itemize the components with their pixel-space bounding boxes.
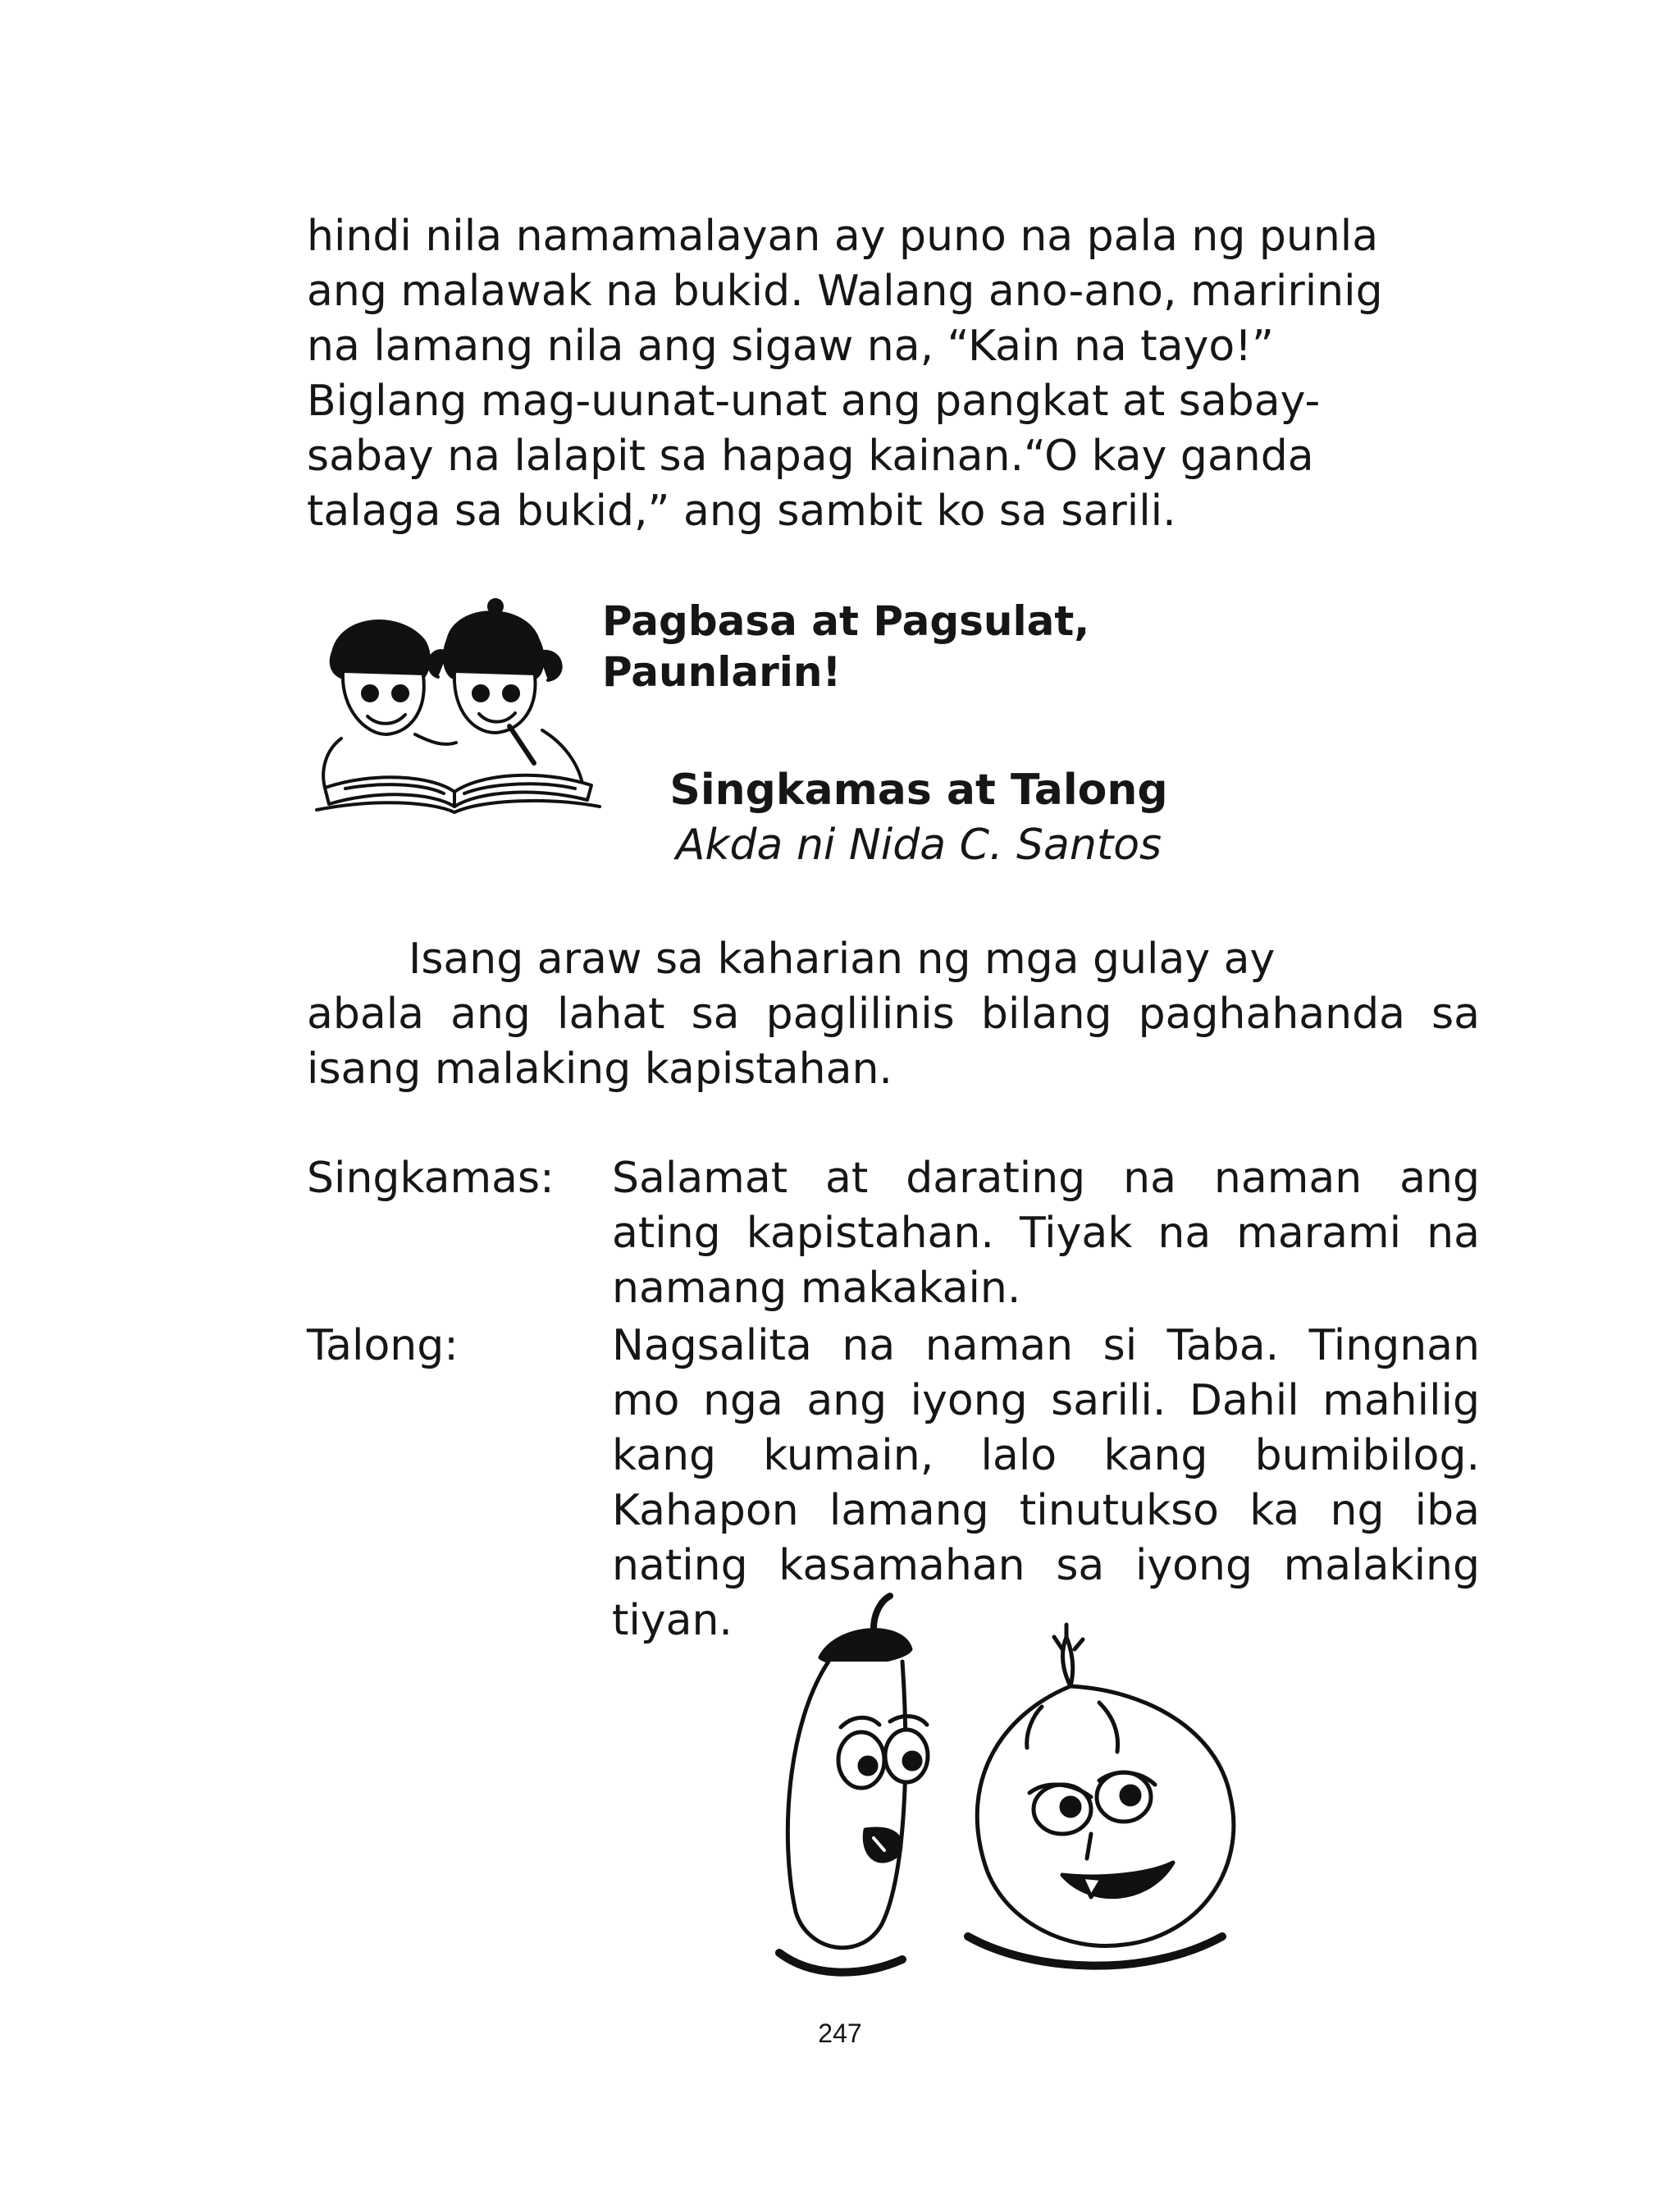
speaker-name: Talong: bbox=[307, 1321, 459, 1370]
intro-line: talaga sa bukid,” ang sambit ko sa sarili. bbox=[307, 487, 1176, 536]
section-heading bbox=[602, 596, 1089, 697]
intro-paragraph bbox=[307, 209, 1480, 539]
section-heading-line: Pagbasa at Pagsulat, bbox=[602, 597, 1090, 645]
speech-line: nating kasamahan sa iyong malaking bbox=[612, 1541, 1480, 1590]
speech-line: Salamat at darating na naman ang bbox=[612, 1154, 1480, 1203]
intro-line: sabay na lalapit sa hapag kainan.“O kay ganda bbox=[307, 432, 1314, 481]
speaker-name: Singkamas: bbox=[307, 1154, 555, 1203]
speech-line: Kahapon lamang tinutukso ka ng iba bbox=[612, 1486, 1480, 1535]
story-author: Akda ni Nida C. Santos bbox=[675, 821, 1162, 870]
opening-line: abala ang lahat sa paglilinis bilang paghahanda sa bbox=[307, 990, 1480, 1039]
speech-line: namang makakain. bbox=[612, 1264, 1021, 1313]
speech-line: tiyan. bbox=[612, 1596, 733, 1645]
story-title: Singkamas at Talong bbox=[669, 766, 1168, 815]
speech-line: kang kumain, lalo kang bumibilog. bbox=[612, 1431, 1480, 1480]
speech-line: mo nga ang iyong sarili. Dahil mahilig bbox=[612, 1376, 1480, 1425]
opening-line: Isang araw sa kaharian ng mga gulay ay bbox=[409, 935, 1276, 984]
intro-line: na lamang nila ang sigaw na, “Kain na tayo!” bbox=[307, 322, 1274, 371]
intro-line: hindi nila namamalayan ay puno na pala ng punla bbox=[307, 212, 1379, 261]
eggplant-and-turnip-characters-icon bbox=[738, 1592, 1263, 1994]
speech-text bbox=[612, 1151, 1480, 1316]
intro-line: ang malawak na bukid. Walang ano-ano, maririnig bbox=[307, 267, 1383, 316]
speech-line: Nagsalita na naman si Taba. Tingnan bbox=[612, 1321, 1480, 1370]
page-number: 247 bbox=[818, 2019, 862, 2048]
opening-line: isang malaking kapistahan. bbox=[307, 1045, 892, 1094]
section-heading-line: Paunlarin! bbox=[602, 648, 842, 696]
opening-paragraph bbox=[307, 932, 1480, 1097]
intro-line: Biglang mag-uunat-unat ang pangkat at sabay- bbox=[307, 377, 1321, 426]
speech-line: ating kapistahan. Tiyak na marami na bbox=[612, 1209, 1480, 1258]
